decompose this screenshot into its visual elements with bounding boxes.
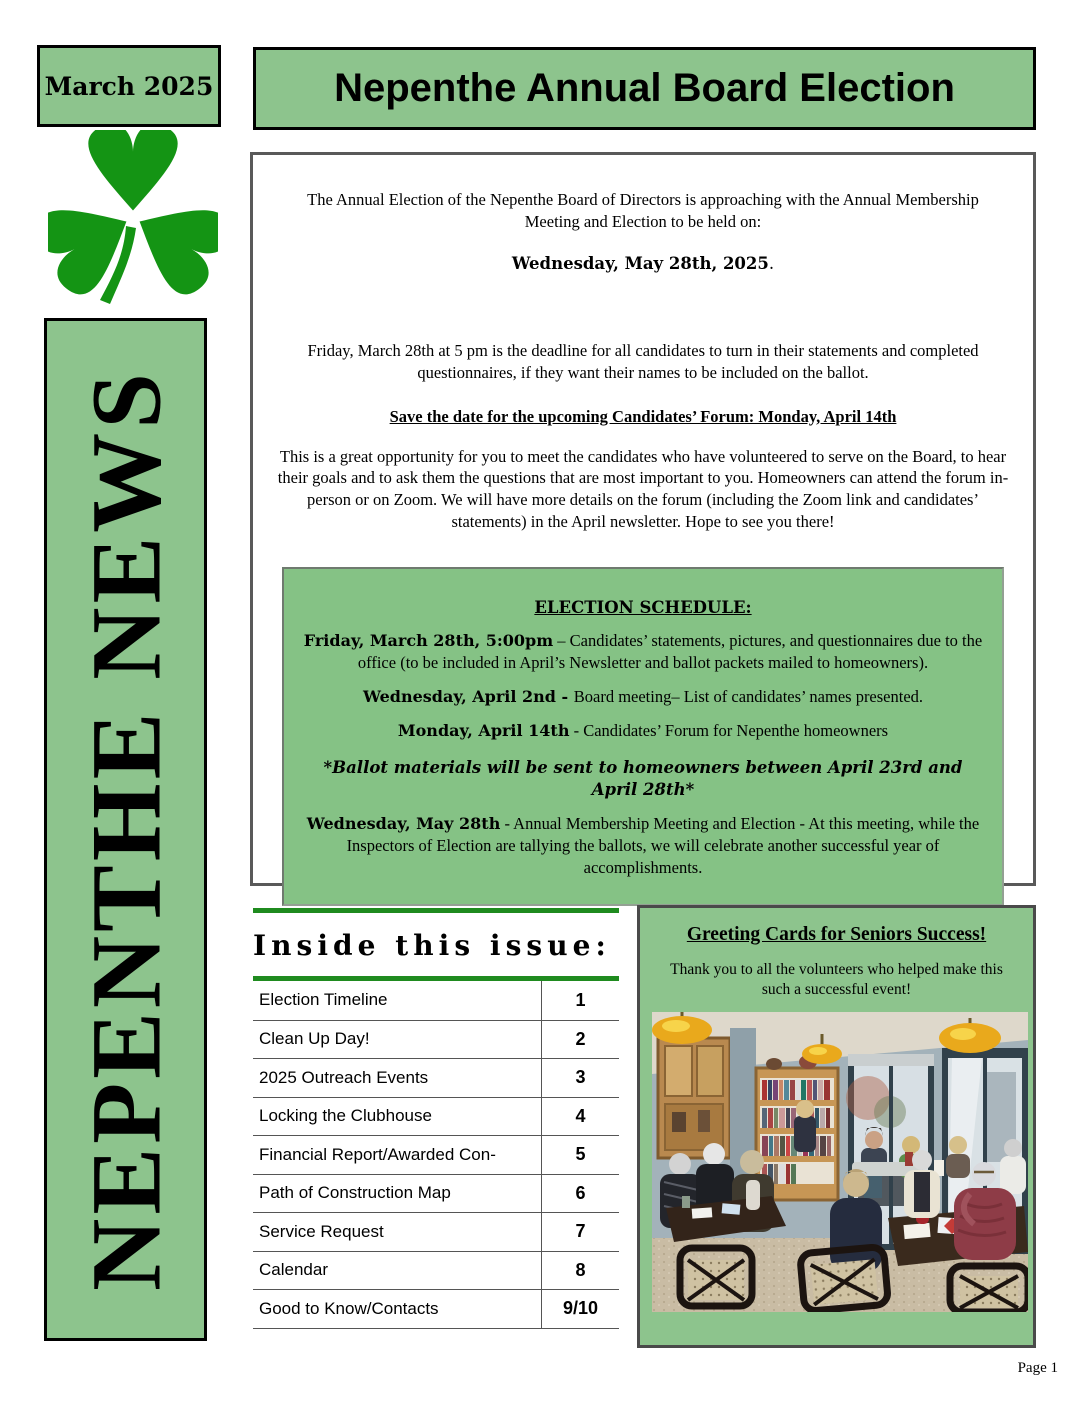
page-number: Page 1 — [1017, 1360, 1058, 1376]
toc-row: Path of Construction Map 6 — [253, 1174, 619, 1213]
toc-row: Locking the Clubhouse 4 — [253, 1097, 619, 1136]
greeting-body: Thank you to all the volunteers who helped make this such a successful event! — [670, 961, 1003, 999]
greeting-cards-box — [637, 905, 1036, 1348]
issue-date: March 2025 — [44, 71, 214, 101]
schedule-title: ELECTION SCHEDULE: — [534, 597, 752, 617]
toc-heading: Inside this issue: — [253, 929, 611, 962]
save-the-date-line: Save the date for the upcoming Candidates’ Forum: Monday, April 14th — [389, 406, 897, 426]
shamrock-icon — [48, 130, 218, 312]
toc-row: Good to Know/Contacts 9/10 — [253, 1289, 619, 1328]
election-schedule-box — [282, 567, 1004, 907]
schedule-item: Friday, March 28th, 5:00pm – Candidates’ statements, pictures, and questionnaires due to the office (to be included in April’s Newsletter and ballot packets mailed to homeowners). — [303, 631, 983, 673]
schedule-item: Monday, April 14th - Candidates’ Forum for Nepenthe homeowners — [397, 720, 889, 740]
event-photo — [652, 1012, 1028, 1312]
toc-top-rule — [253, 908, 619, 913]
article-title: Nepenthe Annual Board Election — [334, 66, 955, 110]
toc-row: 2025 Outreach Events 3 — [253, 1058, 619, 1097]
schedule-item: Wednesday, April 2nd - Board meeting– List of candidates’ names presented. — [362, 686, 924, 706]
deadline-paragraph: Friday, March 28th at 5 pm is the deadline for all candidates to turn in their statements and completed questionnaires, if they want their names to be included on the ballot. — [307, 341, 979, 383]
toc-row: Election Timeline 1 — [253, 981, 619, 1020]
masthead-title: NEPENTHE NEWS — [70, 368, 181, 1291]
article-header — [253, 47, 1036, 130]
toc-row: Financial Report/Awarded Con- 5 — [253, 1135, 619, 1174]
issue-date-box — [37, 45, 221, 127]
toc-row: Clean Up Day! 2 — [253, 1020, 619, 1059]
table-of-contents — [253, 908, 619, 1329]
greeting-title: Greeting Cards for Seniors Success! — [686, 924, 987, 945]
toc-table — [253, 981, 619, 1329]
election-article — [250, 152, 1036, 886]
toc-row: Service Request 7 — [253, 1212, 619, 1251]
schedule-ballot-note: *Ballot materials will be sent to homeowners between April 23rd and April 28th* — [323, 758, 963, 800]
intro-paragraph: The Annual Election of the Nepenthe Board of Directors is approaching with the Annual Membership Meeting and Election to be held on: — [307, 190, 979, 231]
schedule-item: Wednesday, May 28th - Annual Membership Meeting and Election - At this meeting, while the Inspectors of Election are tallying the ballots, we will celebrate another successful year of accomplishments. — [306, 814, 980, 877]
toc-row: Calendar 8 — [253, 1251, 619, 1290]
meeting-date-line: Wednesday, May 28th, 2025. — [511, 253, 775, 273]
forum-paragraph: This is a great opportunity for you to meet the candidates who have volunteered to serve on the Board, to hear their goals and to ask them the questions that are most important to you. Homeowners can attend the forum in-person or on Zoom. We will have more details on the forum (including the Zoom link and candidates’ statements) in the April newsletter. Hope to see you there! — [277, 446, 1009, 531]
masthead-sidebar — [44, 318, 207, 1341]
